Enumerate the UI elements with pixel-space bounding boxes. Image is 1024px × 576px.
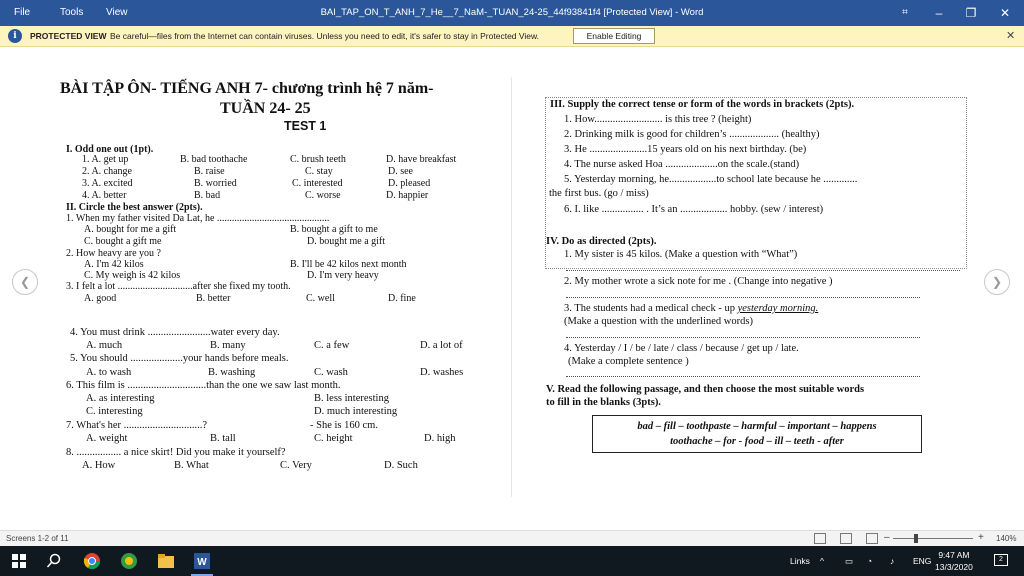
odd-option: 4. A. better	[82, 190, 127, 201]
answer-option: B. less interesting	[314, 393, 389, 404]
odd-option: 3. A. excited	[82, 178, 133, 189]
status-bar	[0, 530, 1024, 546]
zoom-slider[interactable]	[893, 538, 973, 539]
answer-option: A. as interesting	[86, 393, 155, 404]
svg-text:W: W	[197, 557, 207, 568]
answer-option: A. bought for me a gift	[84, 224, 177, 235]
zoom-out-button[interactable]: –	[884, 532, 890, 543]
print-layout-icon[interactable]	[840, 533, 852, 544]
answer-option: D. bought me a gift	[307, 236, 386, 247]
question-5: 5. You should ....................your hands before meals.	[70, 353, 289, 364]
answer-option: C. bought a gift me	[84, 236, 162, 247]
web-layout-icon[interactable]	[866, 533, 878, 544]
exercise-line: 2. Drinking milk is good for children’s ................... (healthy)	[564, 129, 820, 140]
menu-file[interactable]: File	[14, 7, 31, 18]
test-heading: TEST 1	[284, 119, 327, 133]
file-explorer-icon[interactable]	[157, 552, 175, 570]
underlined-words: yesterday morning.	[737, 303, 819, 314]
exercise-line: (Make a question with the underlined words)	[564, 316, 753, 327]
question-7: 7. What's her ..............................?	[66, 420, 208, 431]
odd-option: C. interested	[292, 178, 343, 189]
answer-option: C. Very	[280, 460, 312, 471]
answer-option: B. bought a gift to me	[290, 224, 378, 235]
answer-option: B. many	[210, 340, 246, 351]
answer-option: A. weight	[86, 433, 128, 444]
close-icon[interactable]: ✕	[1006, 30, 1016, 42]
question-3: 3. I felt a lot ..............................after she fixed my tooth.	[66, 281, 291, 292]
answer-option: D. washes	[420, 367, 464, 378]
volume-icon[interactable]: ♪	[890, 556, 895, 566]
answer-option: A. I'm 42 kilos	[84, 259, 144, 270]
odd-option: B. bad toothache	[180, 154, 248, 165]
exercise-line: 1. My sister is 45 kilos. (Make a question with “What”)	[564, 249, 798, 260]
answer-option: C. well	[306, 293, 335, 304]
language-indicator[interactable]: ENG	[913, 556, 932, 566]
clock[interactable]	[935, 549, 973, 573]
exercise-line: 4. The nurse asked Hoa ....................on the scale.(stand)	[564, 159, 800, 170]
question-1: 1. When my father visited Da Lat, he .............................................	[66, 213, 330, 224]
answer-option: D. Such	[384, 460, 418, 471]
notification-icon[interactable]: 2	[994, 554, 1008, 566]
taskbar	[0, 546, 1024, 576]
clock-date: 13/3/2020	[935, 562, 973, 572]
zoom-in-button[interactable]: +	[978, 532, 984, 543]
answer-option: B. I'll be 42 kilos next month	[290, 259, 407, 270]
section-4-heading: IV. Do as directed (2pts).	[546, 236, 657, 247]
restore-button[interactable]: ❐	[965, 6, 977, 20]
protected-view-label: PROTECTED VIEW	[30, 31, 107, 41]
document-area	[0, 47, 1024, 530]
protected-view-message: Be careful—files from the Internet can contain viruses. Unless you need to edit, it's safer to stay in Protected View.	[110, 31, 540, 41]
menu-view[interactable]: View	[106, 7, 128, 18]
answer-option: C. My weigh is 42 kilos	[84, 270, 181, 281]
answer-line	[566, 376, 920, 377]
page-title-line2: TUẦN 24- 25	[220, 100, 311, 117]
section-5-heading: V. Read the following passage, and then choose the most suitable words	[546, 384, 865, 395]
question-2: 2. How heavy are you ?	[66, 248, 161, 259]
answer-option: D. I'm very heavy	[307, 270, 379, 281]
question-4: 4. You must drink ........................water every day.	[70, 327, 280, 338]
protected-view-bar	[0, 26, 1024, 47]
windows-start-icon[interactable]	[10, 552, 28, 570]
chevron-up-icon[interactable]: ^	[820, 556, 824, 566]
read-mode-icon[interactable]	[814, 533, 826, 544]
section-2-heading: II. Circle the best answer (2pts).	[66, 202, 203, 213]
screens-indicator: Screens 1-2 of 11	[6, 534, 69, 543]
answer-option: C. height	[314, 433, 353, 444]
coccoc-browser-icon[interactable]	[120, 552, 138, 570]
word-bank-line: bad – fill – toothpaste – harmful – important – happens	[637, 421, 877, 432]
odd-option: B. bad	[194, 190, 221, 201]
odd-option: 2. A. change	[82, 166, 132, 177]
answer-line	[566, 297, 920, 298]
menu-tools[interactable]: Tools	[60, 7, 84, 18]
close-button[interactable]: ✕	[999, 6, 1011, 20]
prev-page-arrow-icon[interactable]: ❮	[12, 269, 38, 295]
answer-option: D. much interesting	[314, 406, 398, 417]
answer-option: B. washing	[208, 367, 256, 378]
window-title: BAI_TAP_ON_T_ANH_7_He__7_NaM-_TUAN_24-25_44f93841f4 [Protected View] - Word	[320, 7, 704, 18]
odd-option: D. see	[388, 166, 413, 177]
answer-option: A. much	[86, 340, 123, 351]
exercise-line: the first bus. (go / miss)	[549, 188, 649, 199]
odd-option: C. stay	[305, 166, 333, 177]
exercise-line: 6. I. like ................ . It’s an .................. hobby. (sew / interest)	[564, 204, 824, 215]
clock-time: 9:47 AM	[938, 550, 970, 560]
odd-option: D. pleased	[388, 178, 431, 189]
search-icon[interactable]	[45, 552, 63, 570]
exercise-line: 3. He ......................15 years old on his next birthday. (be)	[564, 144, 807, 155]
exercise-line: 2. My mother wrote a sick note for me . (Change into negative )	[564, 276, 833, 287]
odd-option: B. raise	[194, 166, 225, 177]
exercise-line	[564, 303, 818, 314]
answer-option: A. How	[82, 460, 116, 471]
odd-option: D. have breakfast	[386, 154, 457, 165]
page-title-line1: BÀI TẬP ÔN- TIẾNG ANH 7- chương trình hệ 7 năm-	[60, 80, 434, 97]
answer-option: D. a lot of	[420, 340, 463, 351]
word-bank-line: toothache – for - food – ill – teeth - after	[670, 436, 844, 447]
odd-option: C. brush teeth	[290, 154, 346, 165]
links-toolbar[interactable]: Links	[790, 556, 810, 566]
answer-option: C. wash	[314, 367, 348, 378]
answer-option: C. interesting	[86, 406, 143, 417]
odd-option: B. worried	[194, 178, 237, 189]
answer-line	[566, 337, 920, 338]
question-7-answer: - She is 160 cm.	[310, 420, 378, 431]
page-divider	[511, 77, 512, 497]
section-3-heading: III. Supply the correct tense or form of the words in brackets (2pts).	[550, 99, 855, 110]
word-app-icon[interactable]	[193, 552, 211, 570]
answer-option: A. good	[84, 293, 117, 304]
ribbon-display-icon[interactable]: ⌗	[902, 7, 908, 18]
odd-option: C. worse	[305, 190, 341, 201]
question-8: 8. ................. a nice skirt! Did you make it yourself?	[66, 447, 286, 458]
exercise-line: 1. How.......................... is this tree ? (height)	[564, 114, 752, 125]
answer-option: C. a few	[314, 340, 350, 351]
answer-line	[566, 270, 960, 271]
title-bar	[0, 0, 1024, 26]
chrome-icon[interactable]	[83, 552, 101, 570]
answer-option: D. high	[424, 433, 456, 444]
minimize-button[interactable]: –	[935, 6, 943, 20]
odd-option: 1. A. get up	[82, 154, 129, 165]
answer-option: B. better	[196, 293, 231, 304]
enable-editing-button[interactable]: Enable Editing	[573, 28, 655, 44]
exercise-text: 3. The students had a medical check - up	[564, 303, 738, 314]
exercise-line: (Make a complete sentence )	[568, 356, 689, 367]
wifi-icon[interactable]: ◔	[867, 556, 873, 566]
answer-option: A. to wash	[86, 367, 132, 378]
exercise-line: 5. Yesterday morning, he..................to school late because he .............	[564, 174, 858, 185]
word-bank-box	[592, 415, 922, 453]
odd-option: D. happier	[386, 190, 429, 201]
question-6: 6. This film is ..............................than the one we saw last month.	[66, 380, 341, 391]
section-1-heading: I. Odd one out (1pt).	[66, 144, 154, 155]
battery-icon[interactable]: ▭	[845, 556, 854, 566]
exercise-line: 4. Yesterday / I / be / late / class / because / get up / late.	[564, 343, 799, 354]
answer-option: B. What	[174, 460, 209, 471]
info-icon: i	[8, 29, 22, 43]
answer-option: B. tall	[210, 433, 236, 444]
section-5-heading-cont: to fill in the blanks (3pts).	[546, 397, 661, 408]
zoom-slider-thumb[interactable]	[914, 534, 918, 543]
answer-option: D. fine	[388, 293, 416, 304]
zoom-level[interactable]: 140%	[996, 534, 1017, 543]
next-page-arrow-icon[interactable]: ❯	[984, 269, 1010, 295]
